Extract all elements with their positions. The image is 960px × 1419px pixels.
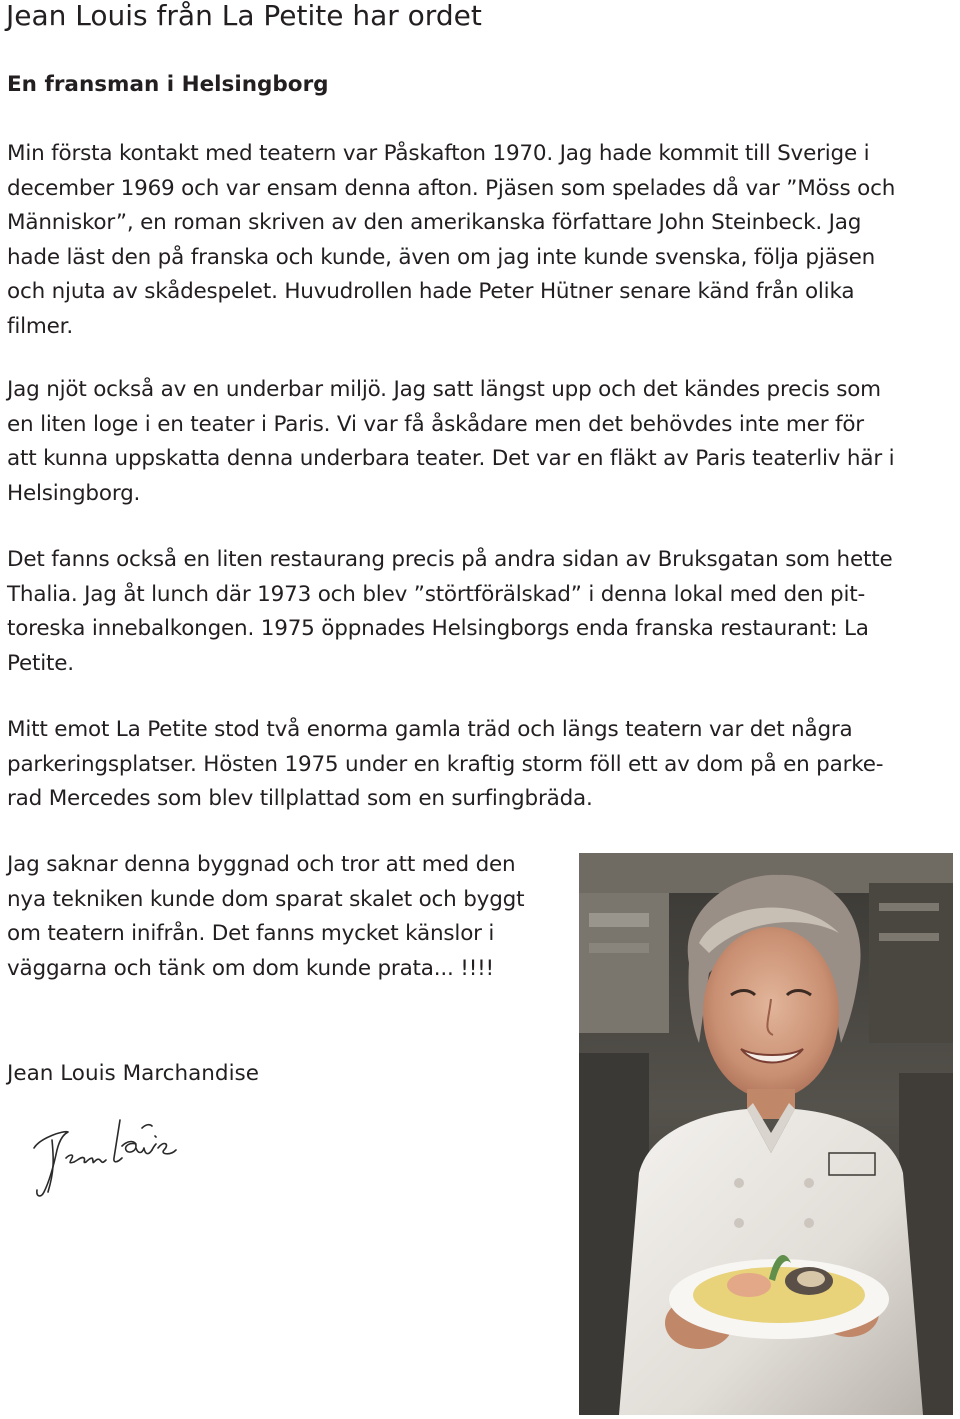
text-line: filmer.	[7, 313, 73, 339]
paragraph-environment	[7, 373, 952, 511]
text-line: en liten loge i en teater i Paris. Vi var få åskådare men det behövdes inte mer för	[7, 411, 864, 437]
text-line: att kunna uppskatta denna underbara teater. Det var en fläkt av Paris teaterliv här i	[7, 446, 895, 471]
page-subtitle: En fransman i Helsingborg	[7, 72, 329, 97]
text-line: Min första kontakt med teatern var Påskafton 1970. Jag hade kommit till Sverige i	[7, 141, 870, 166]
paragraph-missing-building	[7, 848, 567, 986]
text-line: om teatern inifrån. Det fanns mycket känslor i	[7, 921, 495, 946]
text-line: rad Mercedes som blev tillplattad som en surfingbräda.	[7, 786, 593, 811]
text-line: Det fanns också en liten restaurang precis på andra sidan av Bruksgatan som hette	[7, 547, 893, 572]
text-line: Människor”, en roman skriven av den amerikanska författare John Steinbeck. Jag	[7, 210, 862, 235]
paragraph-restaurant	[7, 543, 952, 681]
text-line: parkeringsplatser. Hösten 1975 under en kraftig storm föll ett av dom på en parke-	[7, 751, 884, 777]
author-name: Jean Louis Marchandise	[7, 1061, 259, 1086]
signature-icon	[24, 1100, 214, 1200]
text-line: Thalia. Jag åt lunch där 1973 och blev ”störtförälskad” i denna lokal med den pit-	[7, 581, 866, 607]
page-title: Jean Louis från La Petite har ordet	[6, 0, 482, 32]
text-line: Petite.	[7, 650, 74, 676]
text-line: Mitt emot La Petite stod två enorma gamla träd och längs teatern var det några	[7, 717, 853, 742]
text-line: nya tekniken kunde dom sparat skalet och byggt	[7, 886, 525, 912]
text-line: hade läst den på franska och kunde, även om jag inte kunde svenska, följa pjäsen	[7, 244, 876, 270]
paragraph-first-contact	[7, 137, 952, 344]
text-line: Jag saknar denna byggnad och tror att med den	[7, 852, 516, 877]
paragraph-trees	[7, 713, 952, 817]
text-line: och njuta av skådespelet. Huvudrollen hade Peter Hütner senare känd från olika	[7, 279, 855, 304]
text-line: december 1969 och var ensam denna afton. Pjäsen som spelades då var ”Möss och	[7, 175, 896, 201]
signature-image	[24, 1100, 214, 1200]
text-line: Helsingborg.	[7, 480, 141, 506]
text-line: toreska innebalkongen. 1975 öppnades Helsingborgs enda franska restaurant: La	[7, 616, 869, 641]
chef-portrait-photo	[579, 853, 953, 1415]
text-line: väggarna och tänk om dom kunde prata... !!!!	[7, 955, 494, 981]
text-line: Jag njöt också av en underbar miljö. Jag satt längst upp och det kändes precis som	[7, 377, 881, 402]
chef-photo-icon	[579, 853, 953, 1415]
